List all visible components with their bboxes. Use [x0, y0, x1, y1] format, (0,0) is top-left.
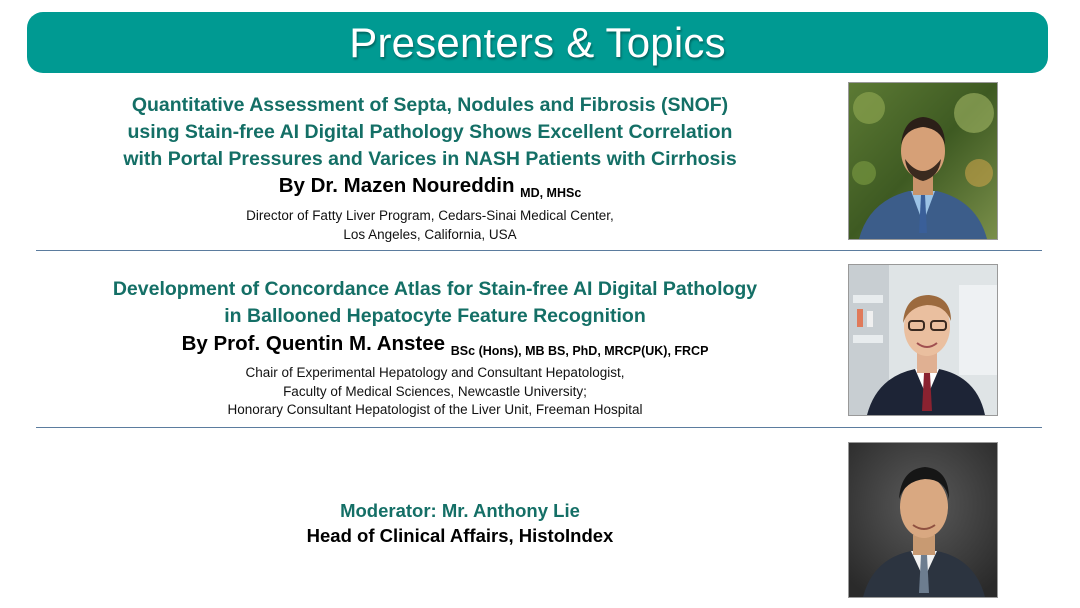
affiliation-line: Faculty of Medical Sciences, Newcastle University; [283, 383, 587, 399]
presenter-name: By Prof. Quentin M. Anstee [181, 332, 446, 355]
presenter-section-2 [40, 276, 830, 420]
section-divider [36, 427, 1042, 428]
affiliation-line: Director of Fatty Liver Program, Cedars-Sinai Medical Center, [246, 208, 614, 223]
presenter-1-name-line [40, 174, 820, 205]
affiliation-line: Chair of Experimental Hepatology and Consultant Hepatologist, [245, 365, 625, 380]
presenter-1-topic [40, 92, 820, 173]
topic-line: using Stain-free AI Digital Pathology Shows Excellent Correlation [127, 121, 733, 143]
topic-line: in Ballooned Hepatocyte Feature Recognition [224, 305, 646, 327]
presenter-section-1 [40, 92, 820, 244]
moderator-photo [848, 442, 998, 598]
topic-line: with Portal Pressures and Varices in NASH Patients with Cirrhosis [123, 148, 737, 170]
presenter-1-affiliation [40, 207, 820, 244]
presenter-1-photo [848, 82, 998, 240]
presenter-2-photo [848, 264, 998, 416]
page-title: Presenters & Topics [349, 18, 726, 66]
section-divider [36, 250, 1042, 251]
presenter-2-affiliation [40, 364, 830, 420]
moderator-section [230, 498, 690, 548]
moderator-role: Head of Clinical Affairs, HistoIndex [306, 525, 614, 546]
topic-line: Quantitative Assessment of Septa, Nodules and Fibrosis (SNOF) [131, 94, 729, 116]
presenter-2-name-line [40, 332, 830, 363]
affiliation-line: Honorary Consultant Hepatologist of the Liver Unit, Freeman Hospital [227, 402, 643, 417]
presenter-credentials: BSc (Hons), MB BS, PhD, MRCP(UK), FRCP [450, 344, 709, 358]
presenter-credentials: MD, MHSc [520, 186, 582, 200]
presenter-name: By Dr. Mazen Noureddin [278, 174, 515, 197]
affiliation-line: Los Angeles, California, USA [343, 226, 517, 242]
moderator-label: Moderator: Mr. Anthony Lie [340, 500, 580, 521]
topic-line: Development of Concordance Atlas for Stain-free AI Digital Pathology [112, 278, 758, 300]
presenter-2-topic [40, 276, 830, 330]
title-banner [27, 12, 1048, 73]
